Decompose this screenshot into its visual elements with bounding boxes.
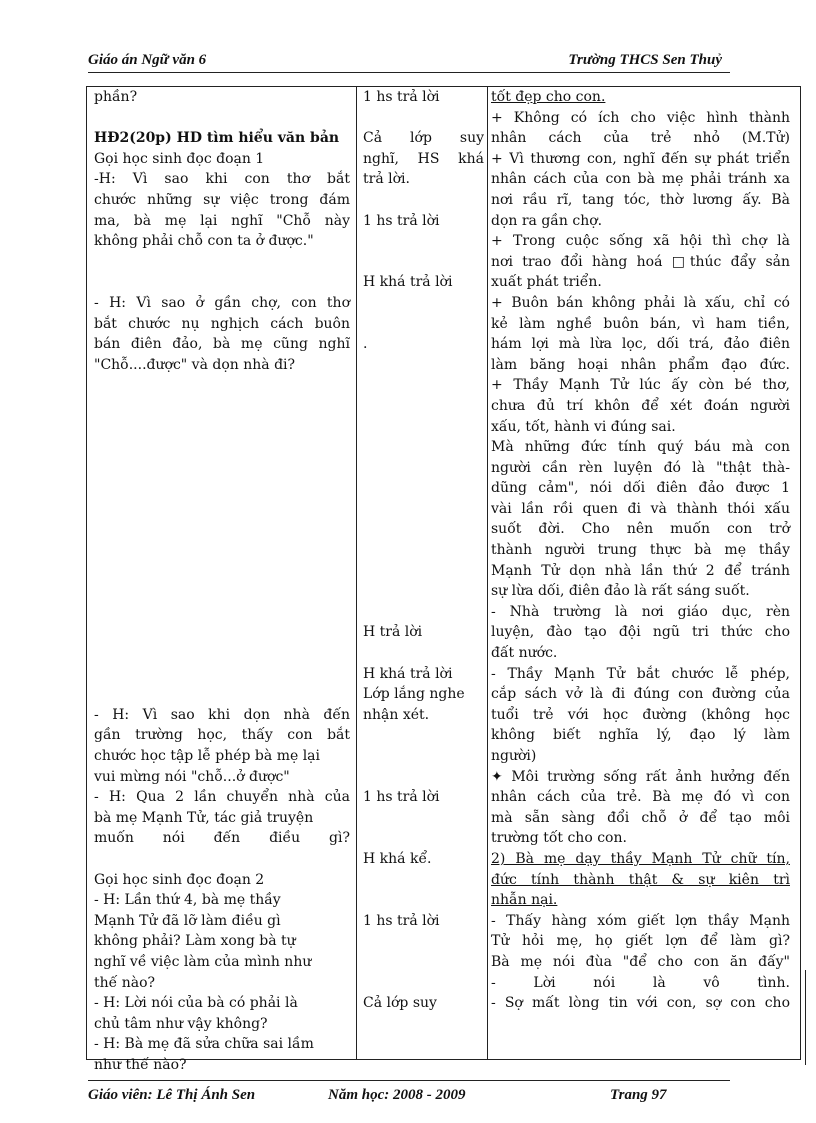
- col3-line: sự lừa dối, điên đảo là rất sáng suốt.: [491, 583, 750, 600]
- col3-line: - Sợ mất lòng tin với con, sợ con cho: [491, 995, 790, 1012]
- col3-line: Tử hỏi mẹ, họ giết lợn để làm gì?: [491, 933, 790, 950]
- col3-line: đức tính thành thật & sự kiên trì: [491, 871, 790, 888]
- header-subject: Giáo án Ngữ văn 6: [88, 52, 207, 68]
- student-activity-column: [356, 87, 484, 1059]
- col3-line: kẻ làm nghề buôn bán, vì ham tiền,: [491, 315, 790, 332]
- col2-line: [363, 725, 484, 746]
- col2-line: [363, 417, 484, 438]
- col1-line: [94, 602, 350, 623]
- col2-line: [363, 108, 484, 129]
- col1-line: Gọi học sinh đọc đoạn 2: [94, 871, 265, 888]
- col2-line: [363, 190, 484, 211]
- col2-line: [363, 952, 484, 973]
- col3-line: Mạnh Tử dọn nhà lần thứ 2 để tránh: [491, 562, 790, 579]
- col3-line: dọn ra gần chợ.: [491, 212, 603, 229]
- col2-line: [363, 519, 484, 540]
- col2-line: [363, 890, 484, 911]
- col3-line: Bà mẹ nói đùa "để cho con ăn đấy": [491, 953, 790, 970]
- col1-line: bà mẹ Mạnh Tử, tác giả truyện: [94, 809, 314, 826]
- col3-line: tuổi trẻ với học đường (không học: [491, 706, 790, 723]
- col3-line: luyện, đào tạo đội ngũ tri thức cho: [491, 624, 790, 641]
- col1-line: [94, 622, 350, 643]
- col1-line: Gọi học sinh đọc đoạn 1: [94, 150, 265, 167]
- col1-line: - H: Vì sao ở gần chợ, con thơ: [94, 294, 350, 311]
- col3-line: dũng cảm", nói dối điên đảo được 1: [491, 480, 790, 497]
- col3-line: - Thấy hàng xóm giết lợn thầy Mạnh: [491, 912, 790, 929]
- col1-line: muốn nói đến điều gì?: [94, 830, 350, 847]
- col1-line: [94, 643, 350, 664]
- col1-line: - H: Bà mẹ đã sửa chữa sai lầm: [94, 1036, 314, 1053]
- col3-line: nơi rầu rĩ, tang tóc, thờ lương ấy. Bà: [491, 191, 790, 208]
- col1-line: [94, 849, 350, 870]
- col2-line: [363, 808, 484, 829]
- col3-line: chưa đủ trí khôn để xét đoán người: [491, 397, 790, 414]
- col1-line: như thế nào?: [94, 1056, 187, 1073]
- col1-line: nghĩ về việc làm của mình như: [94, 953, 312, 970]
- col1-line: [94, 581, 350, 602]
- col1-line: - H: Qua 2 lần chuyển nhà của: [94, 789, 350, 806]
- col2-line: [363, 458, 484, 479]
- col2-line: [363, 252, 484, 273]
- col1-line: [94, 252, 350, 273]
- col3-line: thành người trung thực bà mẹ thầy: [491, 542, 790, 559]
- col3-line: + Không có ích cho việc hình thành: [491, 109, 790, 126]
- col2-line: [363, 973, 484, 994]
- col3-line: nhân cách của con bà mẹ phải tránh xa: [491, 171, 790, 188]
- col3-line: trường tốt cho con.: [491, 830, 627, 847]
- col2-line: [363, 355, 484, 376]
- col1-line: [94, 540, 350, 561]
- col1-line: không phải chỗ con ta ở được.": [94, 233, 314, 250]
- header-school: Trường THCS Sen Thuỷ: [568, 52, 722, 68]
- col1-line: chước những sự việc trong đám: [94, 191, 350, 208]
- col3-line: - Thầy Mạnh Tử bắt chước lễ phép,: [491, 665, 790, 682]
- col1-line: [94, 417, 350, 438]
- col3-line: người): [491, 748, 537, 764]
- col3-line: cắp sách vở là đi đúng con đường của: [491, 686, 790, 703]
- col3-line: mà sẵn sàng đổi chỗ ở để tạo môi: [491, 809, 790, 826]
- col1-line: Mạnh Tử đã lỡ làm điều gì: [94, 912, 281, 929]
- col3-line: + Trong cuộc sống xã hội thì chợ là: [491, 233, 790, 250]
- col2-line: [363, 293, 484, 314]
- col2-line: 1 hs trả lời: [363, 89, 440, 105]
- teacher-activity-column: [87, 87, 350, 1073]
- col1-line: chủ tâm như vậy không?: [94, 1015, 268, 1032]
- col2-line: [363, 581, 484, 602]
- col1-line: [94, 478, 350, 499]
- col3-line: + Vì thương con, nghĩ đến sự phát triển: [491, 150, 790, 167]
- col3-line: không biết nghĩa lý, đạo lý làm: [491, 727, 790, 744]
- col2-line: [363, 314, 484, 335]
- col1-line: - H: Lời nói của bà có phải là: [94, 995, 298, 1012]
- col1-line: thế nào?: [94, 974, 156, 991]
- col1-line: [94, 458, 350, 479]
- col2-line: 1 hs trả lời: [363, 912, 440, 929]
- col3-line: làm băng hoại nhân phẩm đạo đức.: [491, 356, 790, 373]
- col2-line: [363, 540, 484, 561]
- col2-line: .: [363, 336, 368, 353]
- col3-line: 2) Bà mẹ dạy thầy Mạnh Tử chữ tín,: [491, 850, 790, 867]
- col2-line: nghĩ, HS khá: [363, 150, 484, 167]
- col2-line: [363, 746, 484, 767]
- col3-line: nhẫn nại.: [491, 892, 558, 909]
- footer-page-number: Trang 97: [610, 1087, 667, 1103]
- col3-line: - Lời nói là vô tình.: [491, 974, 790, 991]
- col1-line: bán điên đảo, bà mẹ cũng nghĩ: [94, 336, 350, 353]
- col3-line: suốt đời. Cho nên muốn con trở: [491, 521, 790, 538]
- col1-line: [94, 396, 350, 417]
- col1-line: chước học tập lễ phép bà mẹ lại: [94, 748, 321, 764]
- col2-line: [363, 437, 484, 458]
- margin-rule: [805, 970, 806, 1065]
- col2-line: 1 hs trả lời: [363, 789, 440, 806]
- col3-line: + Buôn bán không phải là xấu, chỉ có: [491, 294, 790, 311]
- col3-line: xấu, tốt, hành vi đúng sai.: [491, 418, 676, 435]
- lesson-content-column: [487, 87, 800, 1059]
- col2-line: [363, 396, 484, 417]
- col3-line: nơi trao đổi hàng hoá □thúc đẩy sản: [491, 253, 790, 270]
- col2-line: [363, 828, 484, 849]
- col2-line: [363, 931, 484, 952]
- col3-line: nhân cách của trẻ. Bà mẹ đó vì con: [491, 789, 790, 806]
- col2-line: [363, 561, 484, 582]
- col1-line: - H: Lần thứ 4, bà mẹ thầy: [94, 892, 281, 909]
- col1-line: -H: Vì sao khi con thơ bắt: [94, 171, 350, 188]
- col1-line: [94, 519, 350, 540]
- col2-line: [363, 643, 484, 664]
- footer-teacher: Giáo viên: Lê Thị Ánh Sen: [88, 1087, 256, 1103]
- col3-line: - Nhà trường là nơi giáo dục, rèn: [491, 603, 790, 620]
- col2-line: Cả lớp suy: [363, 130, 484, 147]
- col1-line: [94, 108, 350, 129]
- col2-line: nhận xét.: [363, 706, 430, 723]
- col3-line: xuất phát triển.: [491, 274, 602, 291]
- col1-line: "Chỗ....được" và dọn nhà đi?: [94, 356, 296, 373]
- col1-line: - H: Vì sao khi dọn nhà đến: [94, 706, 350, 723]
- col3-line: nhân cách của trẻ nhỏ (M.Tử): [491, 130, 790, 147]
- col1-line: vui mừng nói "chỗ...ở được": [94, 768, 290, 785]
- col1-line: ma, bà mẹ lại nghĩ "Chỗ này: [94, 212, 350, 229]
- col3-line: vài lần rồi quen đi và thành thói xấu: [491, 500, 790, 517]
- col1-line: [94, 272, 350, 293]
- col1-line: [94, 375, 350, 396]
- col2-line: H khá kể.: [363, 850, 432, 867]
- col1-line: [94, 664, 350, 685]
- col2-line: [363, 375, 484, 396]
- col2-line: Lớp lắng nghe: [363, 686, 465, 703]
- col1-line: bắt chước nụ nghịch cách buôn: [94, 315, 350, 332]
- page-header: [88, 50, 730, 73]
- col1-line: gần trường học, thấy con bắt: [94, 727, 350, 744]
- col2-line: 1 hs trả lời: [363, 212, 440, 229]
- page-footer: [88, 1080, 730, 1105]
- col1-line: [94, 499, 350, 520]
- col2-line: [363, 231, 484, 252]
- col1-line: [94, 437, 350, 458]
- col3-line: Mà những đức tính quý báu mà con: [491, 439, 790, 456]
- col1-line: [94, 684, 350, 705]
- col3-line: + Thầy Mạnh Tử lúc ấy còn bé thơ,: [491, 377, 790, 394]
- col2-line: [363, 870, 484, 891]
- col2-line: [363, 767, 484, 788]
- lesson-table: [86, 86, 801, 1073]
- col1-line: HĐ2(20p) HD tìm hiểu văn bản: [94, 130, 340, 147]
- col2-line: H khá trả lời: [363, 274, 453, 291]
- col1-line: không phải? Làm xong bà tự: [94, 933, 296, 950]
- col2-line: [363, 499, 484, 520]
- col2-line: H khá trả lời: [363, 665, 453, 682]
- col1-line: [94, 561, 350, 582]
- col3-line: hám lợi mà lừa lọc, dối trá, đảo điên: [491, 336, 790, 353]
- col2-line: Cả lớp suy: [363, 995, 437, 1012]
- col2-line: [363, 478, 484, 499]
- col2-line: H trả lời: [363, 624, 423, 641]
- col2-line: trả lời.: [363, 171, 410, 188]
- col3-line: tốt đẹp cho con.: [491, 89, 606, 105]
- col3-line: ✦ Môi trường sống rất ảnh hưởng đến: [491, 768, 790, 785]
- col3-line: đất nước.: [491, 645, 558, 662]
- footer-school-year: Năm học: 2008 - 2009: [328, 1087, 466, 1103]
- col2-line: [363, 602, 484, 623]
- col3-line: người cần rèn luyện đó là "thật thà-: [491, 459, 790, 476]
- col1-line: phần?: [94, 89, 138, 105]
